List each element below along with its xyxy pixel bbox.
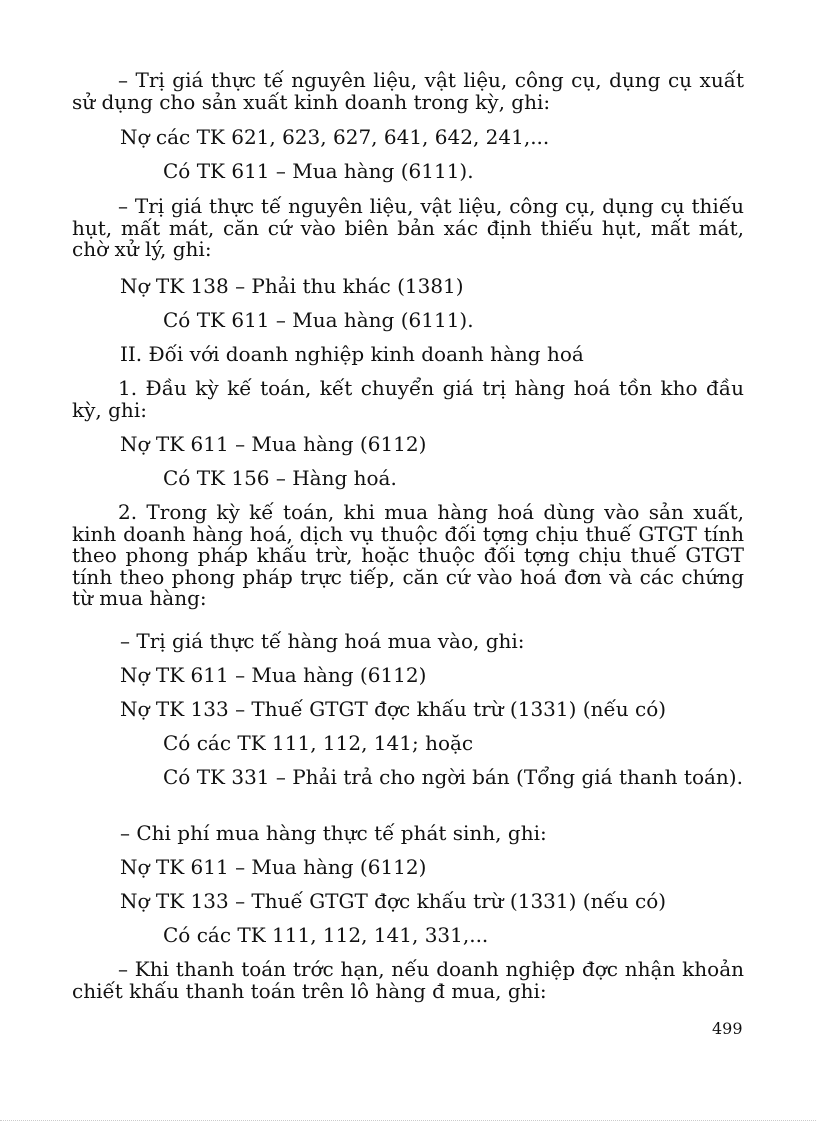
paragraph: Có TK 611 – Mua hàng (6111). <box>163 159 474 183</box>
paragraph: 1. Đầu kỳ kế toán, kết chuyển giá trị hàng hoá tồn kho đầu kỳ, ghi: <box>72 376 744 422</box>
paragraph: – Trị giá thực tế hàng hoá mua vào, ghi: <box>120 629 525 653</box>
paragraph: Nợ TK 133 – Thuế GTGT đợc khấu trừ (1331) (nếu có) <box>120 889 667 913</box>
paragraph: – Trị giá thực tế nguyên liệu, vật liệu, công cụ, dụng cụ thiếu hụt, mất mát, căn cứ vào biên bản xác định thiếu hụt, mất mát, chờ xử lý, ghi: <box>72 194 744 261</box>
paragraph: Nợ các TK 621, 623, 627, 641, 642, 241,... <box>120 125 550 149</box>
paragraph: Nợ TK 611 – Mua hàng (6112) <box>120 432 427 456</box>
paragraph: 2. Trong kỳ kế toán, khi mua hàng hoá dùng vào sản xuất, kinh doanh hàng hoá, dịch vụ thuộc đối tợng chịu thuế GTGT tính theo phong pháp khấu trừ, hoặc thuộc đối tợng chịu thuế GTGT tính theo phong pháp trực tiếp, căn cứ vào hoá đơn và các chứng từ mua hàng: <box>72 500 744 610</box>
paragraph: Nợ TK 611 – Mua hàng (6112) <box>120 663 427 687</box>
paragraph: Có các TK 111, 112, 141; hoặc <box>163 731 474 755</box>
paragraph: Nợ TK 138 – Phải thu khác (1381) <box>120 274 464 298</box>
page-number: 499 <box>712 1019 743 1038</box>
paragraph: Có TK 331 – Phải trả cho ngời bán (Tổng giá thanh toán). <box>163 765 743 789</box>
bottom-divider <box>0 1120 816 1121</box>
paragraph: – Trị giá thực tế nguyên liệu, vật liệu, công cụ, dụng cụ xuất sử dụng cho sản xuất kinh doanh trong kỳ, ghi: <box>72 68 744 114</box>
paragraph: Nợ TK 611 – Mua hàng (6112) <box>120 855 427 879</box>
paragraph: Có TK 611 – Mua hàng (6111). <box>163 308 474 332</box>
paragraph: – Khi thanh toán trớc hạn, nếu doanh nghiệp đợc nhận khoản chiết khấu thanh toán trên lô hàng đ mua, ghi: <box>72 957 744 1003</box>
paragraph: Có TK 156 – Hàng hoá. <box>163 466 397 490</box>
section-heading: II. Đối với doanh nghiệp kinh doanh hàng hoá <box>120 342 584 366</box>
paragraph: – Chi phí mua hàng thực tế phát sinh, ghi: <box>120 821 547 845</box>
paragraph: Có các TK 111, 112, 141, 331,... <box>163 923 489 947</box>
paragraph: Nợ TK 133 – Thuế GTGT đợc khấu trừ (1331) (nếu có) <box>120 697 667 721</box>
